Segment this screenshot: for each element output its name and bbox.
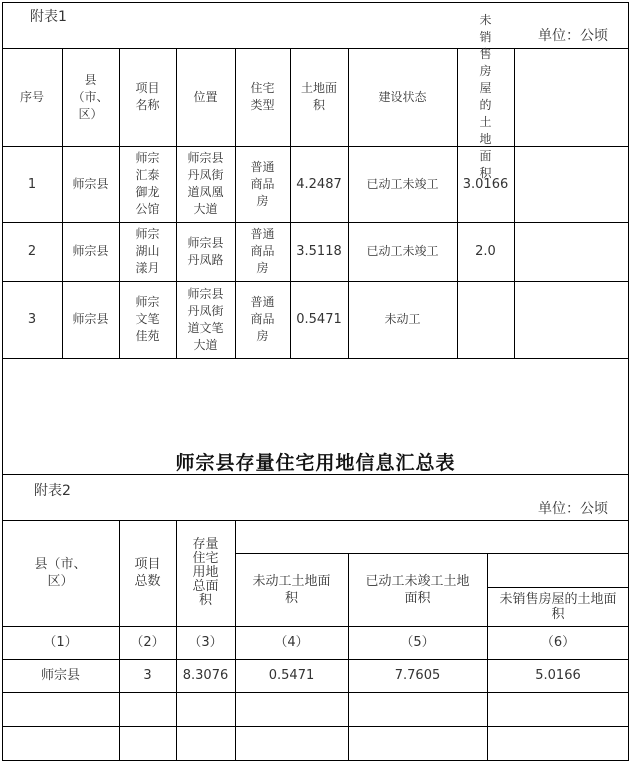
t1-row1-county: 师宗县 — [72, 176, 109, 191]
t2-header-unsold-area: 未销售房屋的土地面积 — [499, 591, 617, 622]
t1-header-county: 县（市、区） — [72, 72, 109, 121]
t1-header-land-area: 土地面积 — [301, 81, 338, 112]
t1-header-empty — [514, 48, 629, 146]
t2-header-project-count: 项目总数 — [134, 557, 161, 589]
t2-header-county: 县（市、区） — [34, 557, 87, 589]
t1-row3-project: 师宗文笔佳苑 — [135, 295, 160, 343]
t1-row3-status: 未动工 — [384, 312, 421, 326]
t1-row3-type: 普通商品房 — [250, 295, 275, 343]
table2-title: 师宗县存量住宅用地信息汇总表 — [175, 452, 456, 474]
t1-row1-project: 师宗汇泰御龙公馆 — [135, 151, 160, 216]
t2-header-in-progress-area: 已动工未竣工土地面积 — [365, 573, 470, 606]
t1-row1-location: 师宗县丹凤街道凤凰大道 — [187, 151, 224, 216]
t1-row2-empty — [514, 222, 629, 281]
t1-row2-location: 师宗县丹凤路 — [187, 235, 224, 267]
t2-data-project-count: 3 — [143, 668, 152, 683]
t2-header-total-area: 存量住宅用地总面积 — [192, 537, 219, 608]
t1-row3-area: 0.5471 — [296, 312, 342, 327]
t2-index-3: （3） — [188, 635, 223, 650]
t1-row2-county: 师宗县 — [72, 244, 109, 258]
t1-row2-area: 3.5118 — [296, 244, 342, 259]
t1-row1-index: 1 — [27, 176, 37, 192]
t2-data-county: 师宗县 — [40, 668, 80, 683]
t1-header-unsold-area: 未销售房屋的土地面积 — [479, 13, 492, 180]
t1-header-project-name: 项目名称 — [135, 81, 160, 112]
t1-row3-unsold — [457, 281, 514, 358]
t1-row1-empty — [514, 146, 629, 222]
t1-row3-location: 师宗县丹凤街道文笔大道 — [187, 286, 224, 352]
t1-row2-status: 已动工未竣工 — [366, 244, 439, 258]
t2-index-6: （6） — [540, 635, 576, 650]
table2-appendix-label: 附表2 — [34, 483, 71, 499]
t2-index-4: （4） — [274, 635, 309, 650]
t1-row1-unsold: 3.0166 — [462, 176, 509, 192]
t2-index-5: （5） — [400, 635, 435, 650]
t2-data-unsold-area: 5.0166 — [535, 668, 581, 683]
t2-data-in-progress-area: 7.7605 — [394, 668, 441, 683]
t1-row3-empty — [514, 281, 629, 358]
t2-data-unstarted-area: 0.5471 — [268, 668, 315, 683]
t1-row3-index: 3 — [27, 312, 37, 327]
table2-unit-label: 单位：公顷 — [538, 501, 608, 517]
t2-index-2: （2） — [130, 635, 165, 650]
t1-header-index: 序号 — [19, 89, 44, 104]
t1-row1-status: 已动工未竣工 — [366, 176, 439, 191]
t2-index-1: （1） — [43, 635, 78, 650]
t2-data-total-area: 8.3076 — [182, 668, 229, 683]
t1-header-location: 位置 — [193, 89, 218, 104]
t2-header-unstarted-area: 未动工土地面积 — [252, 573, 331, 606]
t1-header-housing-type: 住宅类型 — [250, 81, 275, 112]
t1-row2-index: 2 — [27, 244, 37, 259]
table1-unit-label: 单位：公顷 — [538, 28, 608, 44]
table1-appendix-label: 附表1 — [30, 9, 67, 25]
t1-row2-unsold: 2.0 — [475, 244, 496, 259]
t1-row2-project: 师宗湖山漾月 — [135, 227, 160, 275]
t1-row1-area: 4.2487 — [296, 176, 342, 192]
t1-row3-county: 师宗县 — [72, 312, 109, 326]
t1-row1-type: 普通商品房 — [250, 159, 275, 208]
t1-header-construction-status: 建设状态 — [378, 89, 427, 104]
t1-row2-type: 普通商品房 — [250, 227, 275, 275]
